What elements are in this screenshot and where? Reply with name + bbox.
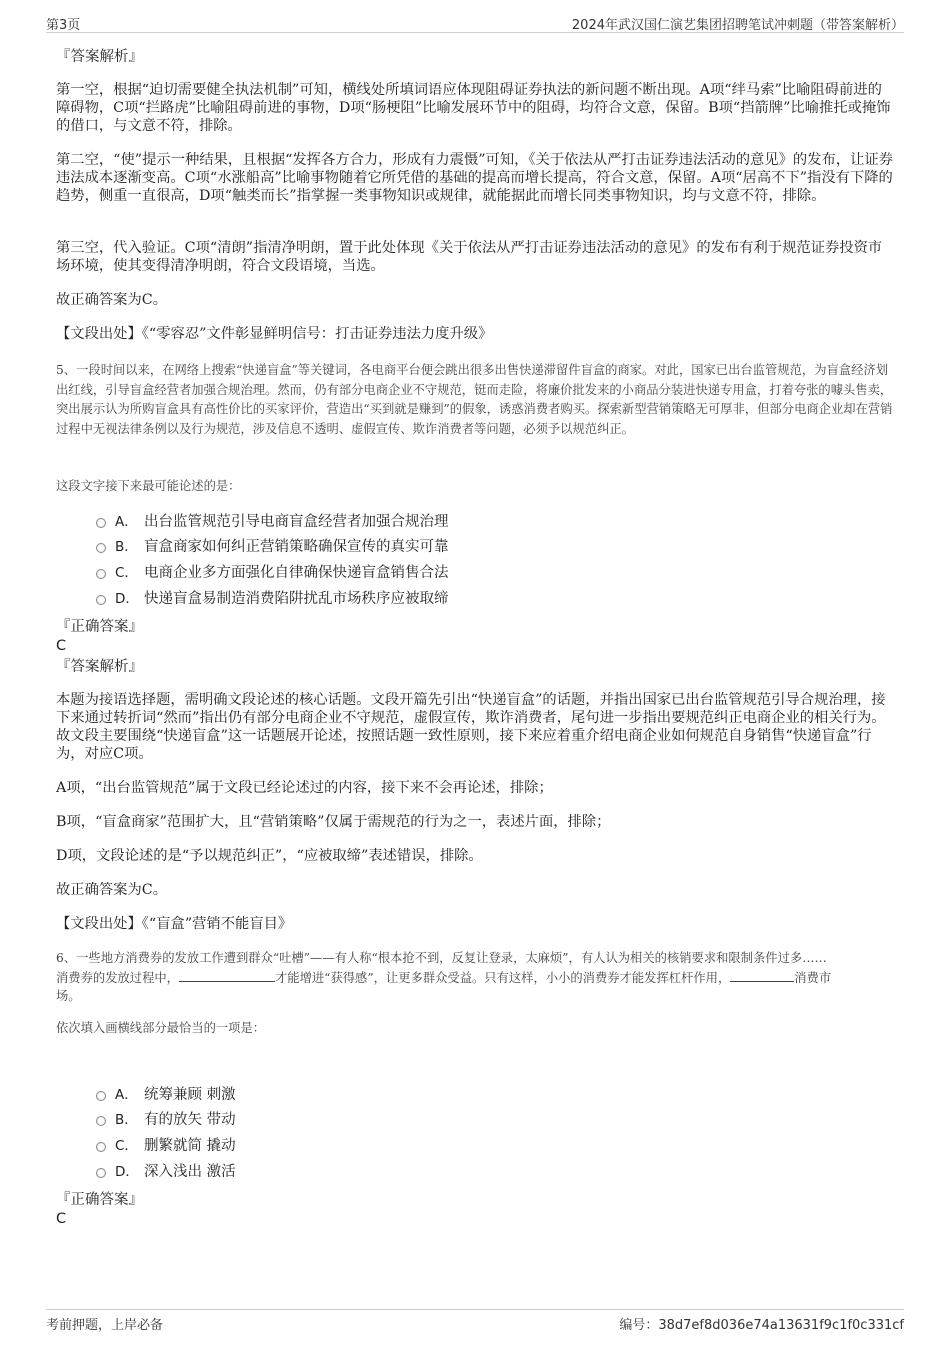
q5-analysis-para1: 本题为接语选择题，需明确文段论述的核心话题。文段开篇先引出“快递盲盒”的话题，并指出国家已出台监管规范引导合规治理，接下来通过转折词“然而”指出仍有部分电商企业不守规范，虚假宣传，欺诈消费者，尾句进一步指出要规范纠正电商企业的相关行为。故文段主要围绕“快递盲盒”这一话题展开论述，按照话题一致性原则，接下来应着重介绍电商企业如何规范自身销售“快递盲盒”行为，对应C项。: [56, 692, 886, 762]
q4-analysis-para1: 第一空，根据“迫切需要健全执法机制”可知，横线处所填词语应体现阻碍证券执法的新问题不断出现。A项“绊马索”比喻阻碍前进的障碍物，C项“拦路虎”比喻阻碍前进的事物，D项“肠梗阻”比喻发展环节中的阻碍，均符合文意，保留。B项“挡箭牌”比喻推托或掩饰的借口，与文意不符，排除。: [56, 82, 891, 134]
q6-stem-line2: 消费券的发放过程中， 才能增进“获得感”，让更多群众受益。只有这样，小小的消费券才能发挥杠杆作用， 消费市: [56, 968, 896, 989]
radio-icon[interactable]: [96, 595, 106, 605]
q4-source: 【文段出处】《“零容忍”文件彰显鲜明信号：打击证券违法力度升级》: [56, 326, 493, 342]
q5-stem: 5、一段时间以来，在网络上搜索“快递盲盒”等关键词，各电商平台便会跳出很多出售快递滞留件盲盒的商家。对此，国家已出台监管规范，为盲盒经济划出红线，引导盲盒经营者加强合规治理。然而，仍有部分电商企业不守规范，铤而走险，将廉价批发来的小商品分装进快递专用盒，打着夸张的噱头售卖，突出展示认为所购盲盒具有高性价比的买家评价，营造出“买到就是赚到”的假象，诱惑消费者购买。探索新型营销策略无可厚非，但部分电商企业却在营销过程中无视法律条例以及行为规范，涉及信息不透明、虚假宣传、欺诈消费者等问题，必须予以规范纠正。: [56, 363, 893, 436]
q6-answer-label: 『正确答案』: [56, 1192, 143, 1208]
radio-icon[interactable]: [96, 518, 106, 528]
q4-analysis-para2: 第二空，“使”提示一种结果，且根据“发挥各方合力，形成有力震慑”可知，《关于依法从严打击证券违法活动的意见》的发布，让证券违法成本逐渐变高。C项“水涨船高”比喻事物随着它所凭借的基础的提高而增长提高，符合文意，保留。A项“居高不下”指没有下降的趋势，侧重一直很高，D项“触类而长”指掌握一类事物知识或规律，就能据此而增长同类事物知识，均与文意不符，排除。: [56, 152, 894, 204]
q5-conclusion: 故正确答案为C。: [56, 882, 168, 898]
q4-analysis-label: 『答案解析』: [56, 49, 143, 65]
footer-slogan: 考前押题，上岸必备: [46, 1318, 164, 1333]
q5-answer: C: [56, 638, 67, 654]
q5-analysis-para2: A项，“出台监管规范”属于文段已经论述过的内容，接下来不会再论述，排除；: [56, 780, 553, 796]
q5-answer-label: 『正确答案』: [56, 619, 143, 635]
radio-icon[interactable]: [96, 1116, 106, 1126]
q5-source: 【文段出处】《“盲盒”营销不能盲目》: [56, 916, 293, 932]
q6-stem-line3: 场。: [56, 989, 81, 1003]
q5-prompt: 这段文字接下来最可能论述的是：: [56, 479, 241, 493]
q5-analysis-label: 『答案解析』: [56, 659, 143, 675]
q5-analysis-para3: B项，“盲盒商家”范围扩大，且“营销策略”仅属于需规范的行为之一，表述片面，排除；: [56, 814, 611, 830]
document-title: 2024年武汉国仁演艺集团招聘笔试冲刺题（带答案解析）: [571, 18, 904, 33]
q6-stem-line1: 6、一些地方消费券的发放工作遭到群众“吐槽”——有人称“根本抢不到，反复让登录，太麻烦”，有人认为相关的核销要求和限制条件过多……: [56, 951, 827, 965]
q6-answer: C: [56, 1211, 67, 1227]
radio-icon[interactable]: [96, 1168, 106, 1178]
document-code: 编号：38d7ef8d036e74a13631f9c1f0c331cf: [619, 1318, 904, 1333]
page-header: [46, 14, 904, 33]
q5-analysis-para4: D项，文段论述的是“予以规范纠正”，“应被取缔”表述错误，排除。: [56, 848, 483, 864]
blank-1: [179, 968, 275, 982]
page-number: 第3页: [46, 18, 81, 33]
blank-2: [730, 968, 794, 982]
q4-analysis-para3: 第三空，代入验证。C项“清朗”指清净明朗，置于此处体现《关于依法从严打击证券违法活动的意见》的发布有利于规范证券投资市场环境，使其变得清净明朗，符合文段语境，当选。: [56, 240, 883, 274]
radio-icon[interactable]: [96, 1142, 106, 1152]
radio-icon[interactable]: [96, 543, 106, 553]
radio-icon[interactable]: [96, 1091, 106, 1101]
page-footer: [46, 1309, 904, 1332]
q4-conclusion: 故正确答案为C。: [56, 292, 168, 308]
radio-icon[interactable]: [96, 569, 106, 579]
q6-prompt: 依次填入画横线部分最恰当的一项是：: [56, 1021, 266, 1035]
